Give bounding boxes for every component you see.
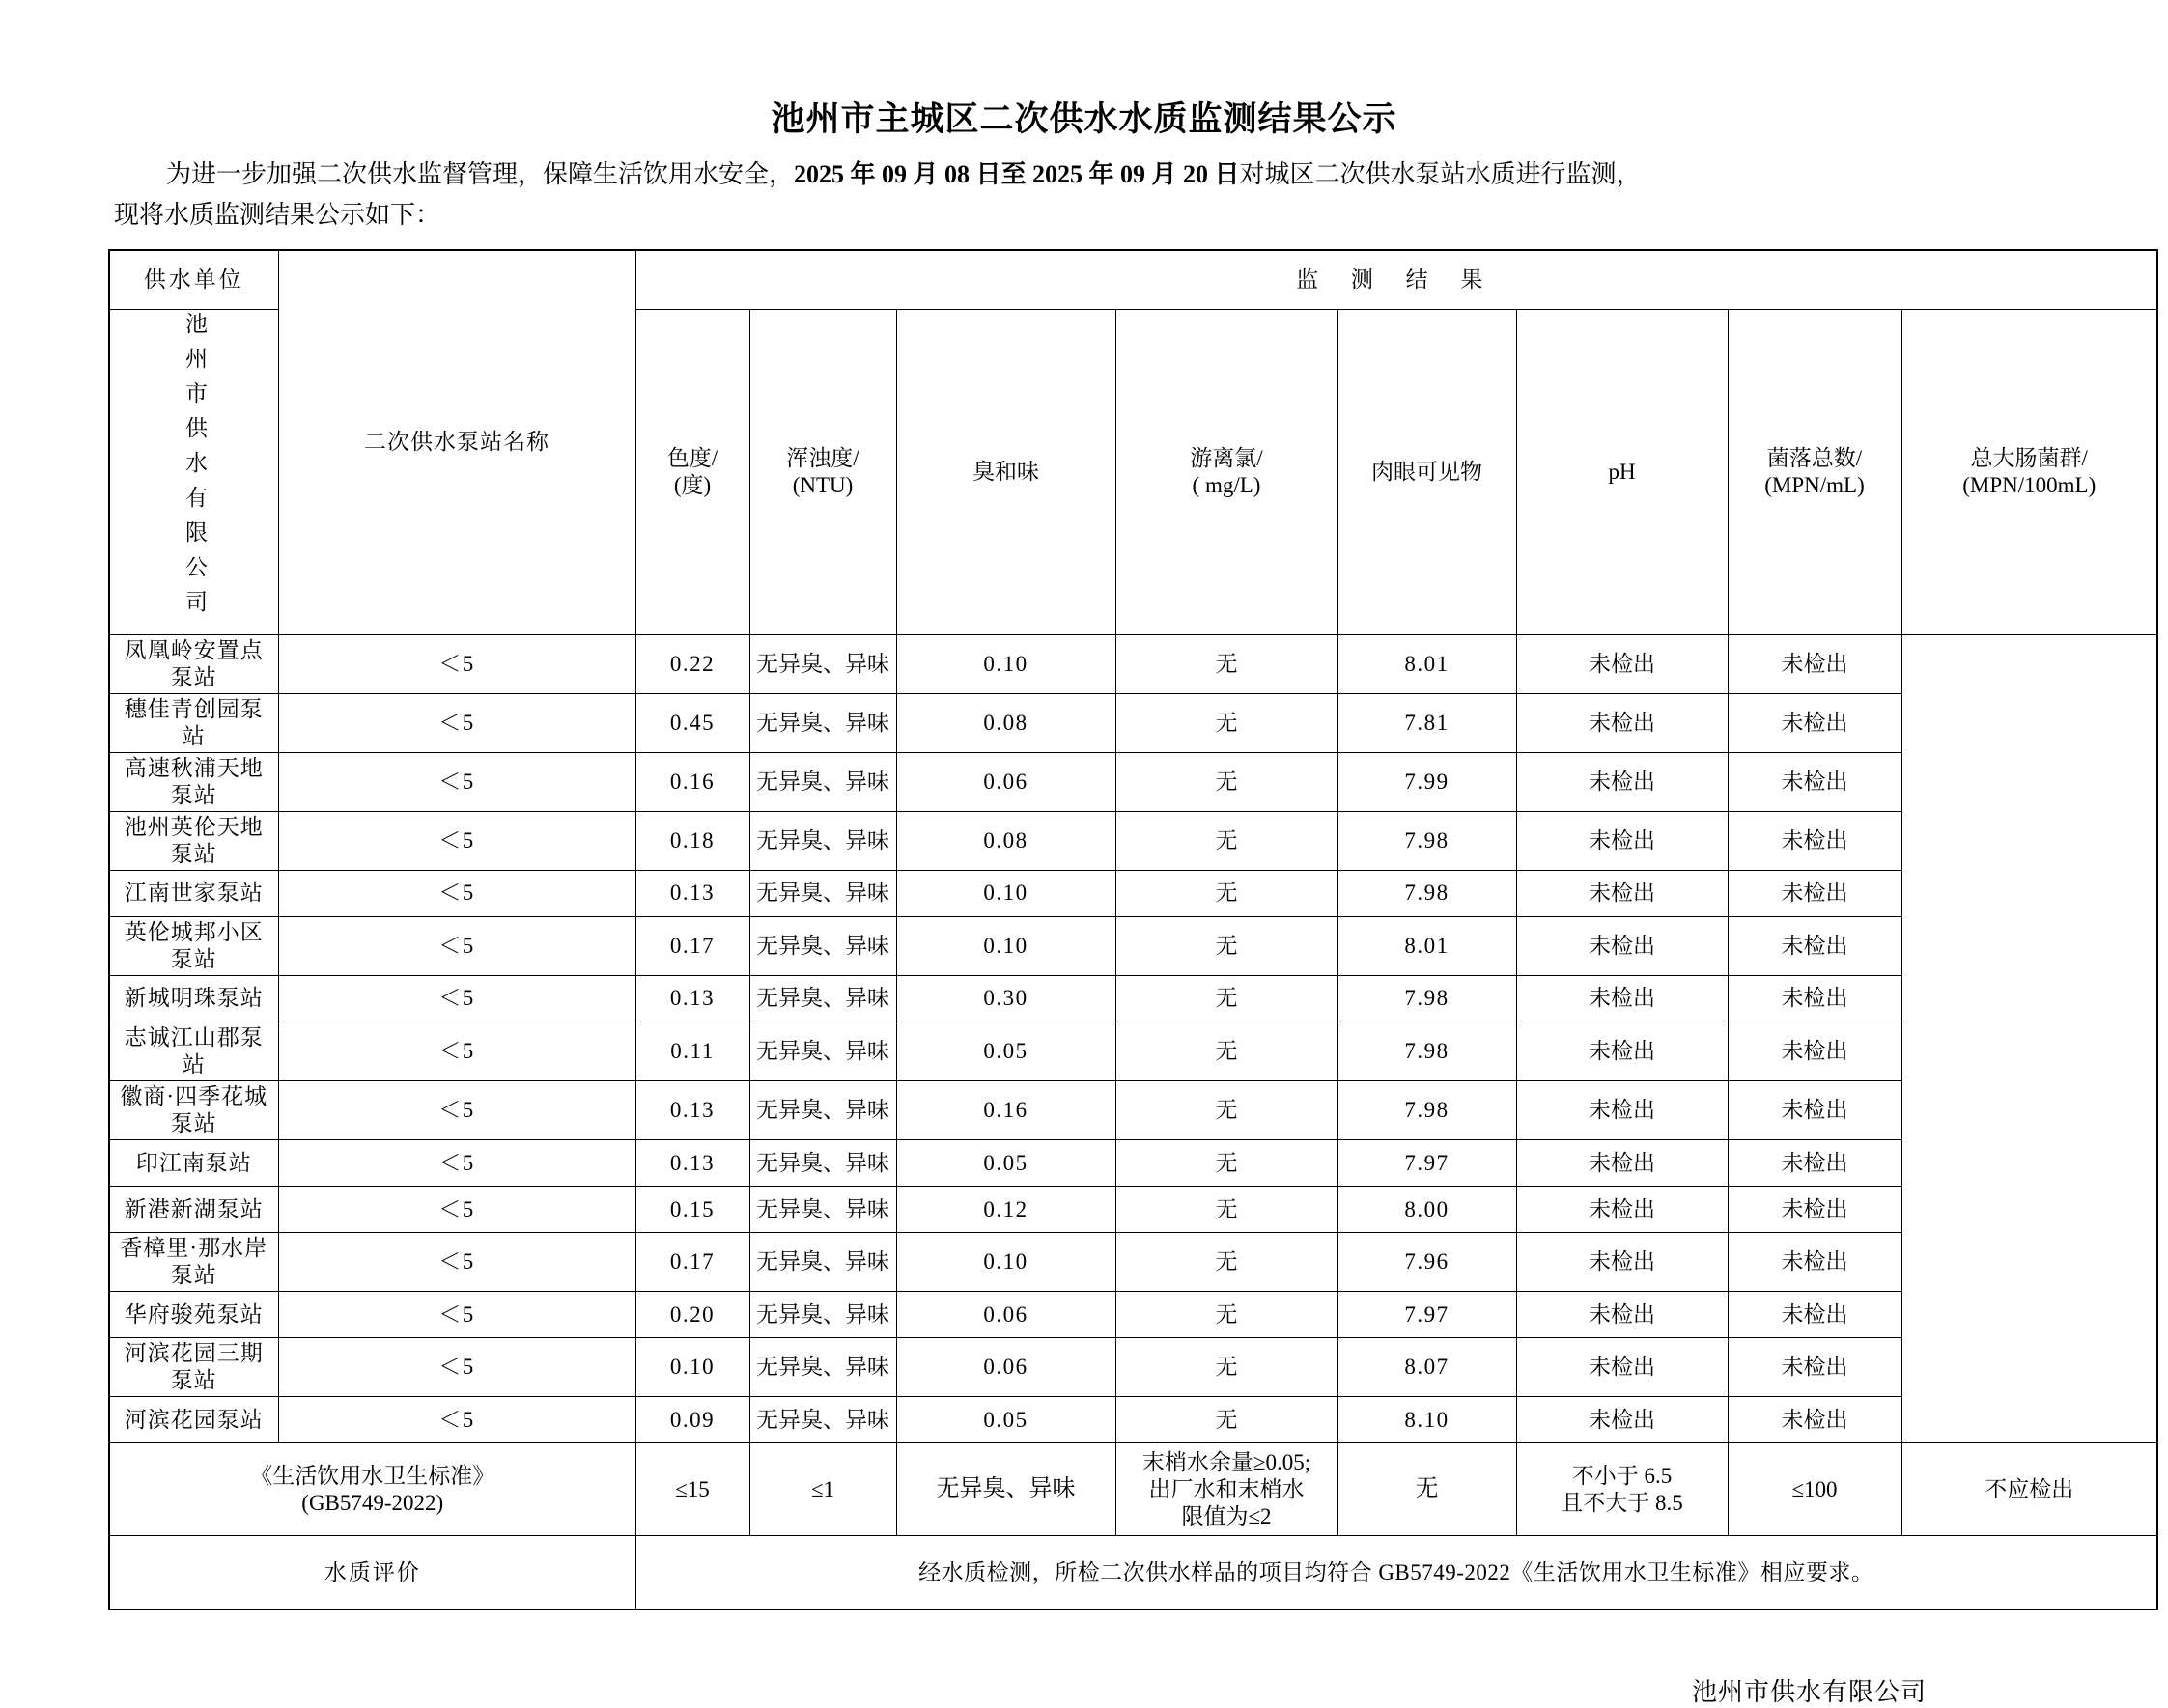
cell-turbidity: 0.15: [635, 1187, 749, 1233]
evaluation-text: 经水质检测，所检二次供水样品的项目均符合 GB5749-2022《生活饮用水卫生标准》相应要求。: [635, 1536, 2157, 1610]
cell-station: 志诚江山郡泵站: [109, 1022, 278, 1080]
cell-colony-count: 未检出: [1516, 752, 1728, 811]
cell-visible-matter: 无: [1115, 693, 1337, 752]
cell-turbidity: 0.45: [635, 693, 749, 752]
header-monitoring-results: 监 测 结 果: [635, 250, 2157, 310]
footer-organization: 池州市供水有限公司: [1691, 1677, 1927, 1706]
cell-colony-count: 未检出: [1516, 1081, 1728, 1140]
cell-free-chlorine: 0.30: [896, 975, 1115, 1022]
cell-color: ＜5: [278, 1338, 635, 1397]
header-ph: [1516, 310, 1728, 634]
cell-station: 徽商·四季花城泵站: [109, 1081, 278, 1140]
cell-free-chlorine: 0.08: [896, 811, 1115, 870]
cell-color: ＜5: [278, 1081, 635, 1140]
standard-ph-line2: 且不大于 8.5: [1561, 1490, 1683, 1515]
cell-turbidity: 0.22: [635, 634, 749, 693]
cell-odor: 无异臭、异味: [749, 870, 896, 916]
cell-ph: 7.98: [1337, 870, 1516, 916]
cell-turbidity: 0.18: [635, 811, 749, 870]
header-color: [635, 310, 749, 634]
cell-colony-count: 未检出: [1516, 870, 1728, 916]
cell-turbidity: 0.10: [635, 1338, 749, 1397]
intro-line-2: 现将水质监测结果公示如下：: [114, 200, 441, 229]
table-row: [109, 811, 2157, 870]
table-header: [109, 250, 2157, 634]
cell-color: ＜5: [278, 1187, 635, 1233]
header-coliform-line1: 总大肠菌群/: [1970, 445, 2088, 470]
table-row: [109, 1081, 2157, 1140]
standard-color: ≤15: [635, 1443, 749, 1536]
cell-station: 池州英伦天地泵站: [109, 811, 278, 870]
cell-ph: 7.98: [1337, 1081, 1516, 1140]
cell-visible-matter: 无: [1115, 870, 1337, 916]
cell-ph: 7.99: [1337, 752, 1516, 811]
header-supply-unit: 供水单位: [109, 250, 278, 310]
header-turbidity-line2: (NTU): [792, 472, 854, 497]
intro-text-part1: 为进一步加强二次供水监督管理，保障生活饮用水安全，: [166, 159, 795, 188]
cell-coliform: 未检出: [1728, 1397, 1901, 1443]
cell-odor: 无异臭、异味: [749, 752, 896, 811]
standard-odor: 无异臭、异味: [896, 1443, 1115, 1536]
standard-colony-count: ≤100: [1728, 1443, 1901, 1536]
cell-color: ＜5: [278, 1292, 635, 1338]
cell-colony-count: 未检出: [1516, 1187, 1728, 1233]
water-quality-table: [108, 249, 2158, 1610]
standard-row: [109, 1443, 2157, 1536]
cell-ph: 7.98: [1337, 975, 1516, 1022]
cell-colony-count: 未检出: [1516, 811, 1728, 870]
cell-free-chlorine: 0.10: [896, 1233, 1115, 1292]
cell-coliform: 未检出: [1728, 634, 1901, 693]
header-turbidity-line1: 浑浊度/: [786, 445, 859, 470]
header-row-top: [109, 250, 2157, 310]
table-body: [109, 634, 2157, 1610]
cell-turbidity: 0.11: [635, 1022, 749, 1080]
cell-visible-matter: 无: [1115, 1338, 1337, 1397]
cell-ph: 8.07: [1337, 1338, 1516, 1397]
standard-turbidity: ≤1: [749, 1443, 896, 1536]
cell-visible-matter: 无: [1115, 1292, 1337, 1338]
header-ph-line1: pH: [1608, 459, 1636, 484]
intro-date-range: 2025 年 09 月 08 日至 2025 年 09 月 20 日: [794, 159, 1240, 188]
cell-ph: 7.98: [1337, 1022, 1516, 1080]
standard-coliform: 不应检出: [1901, 1443, 2157, 1536]
header-colony-count: [1728, 310, 1901, 634]
cell-visible-matter: 无: [1115, 1022, 1337, 1080]
header-free-chlorine: [1115, 310, 1337, 634]
header-free-chlorine-line1: 游离氯/: [1190, 445, 1263, 470]
cell-turbidity: 0.20: [635, 1292, 749, 1338]
table-row: [109, 916, 2157, 975]
cell-ph: 8.01: [1337, 916, 1516, 975]
cell-visible-matter: 无: [1115, 811, 1337, 870]
cell-ph: 7.97: [1337, 1140, 1516, 1187]
evaluation-label: 水质评价: [109, 1536, 635, 1610]
cell-station: 印江南泵站: [109, 1140, 278, 1187]
cell-station: 江南世家泵站: [109, 870, 278, 916]
cell-coliform: 未检出: [1728, 693, 1901, 752]
cell-color: ＜5: [278, 752, 635, 811]
cell-coliform: 未检出: [1728, 752, 1901, 811]
cell-odor: 无异臭、异味: [749, 1397, 896, 1443]
header-station-name: 二次供水泵站名称: [278, 250, 635, 634]
cell-coliform: 未检出: [1728, 1140, 1901, 1187]
cell-colony-count: 未检出: [1516, 1292, 1728, 1338]
cell-odor: 无异臭、异味: [749, 975, 896, 1022]
cell-free-chlorine: 0.08: [896, 693, 1115, 752]
header-color-line1: 色度/: [666, 445, 718, 470]
cell-colony-count: 未检出: [1516, 1140, 1728, 1187]
cell-station: 高速秋浦天地泵站: [109, 752, 278, 811]
cell-ph: 7.98: [1337, 811, 1516, 870]
cell-coliform: 未检出: [1728, 975, 1901, 1022]
table-row: [109, 752, 2157, 811]
cell-colony-count: 未检出: [1516, 1022, 1728, 1080]
table-row: [109, 870, 2157, 916]
intro-text-part2: 对城区二次供水泵站水质进行监测，: [1239, 159, 1642, 188]
cell-odor: 无异臭、异味: [749, 1338, 896, 1397]
cell-colony-count: 未检出: [1516, 975, 1728, 1022]
cell-visible-matter: 无: [1115, 975, 1337, 1022]
header-turbidity: [749, 310, 896, 634]
cell-turbidity: 0.13: [635, 1140, 749, 1187]
cell-color: ＜5: [278, 1233, 635, 1292]
header-odor: [896, 310, 1115, 634]
cell-ph: 7.96: [1337, 1233, 1516, 1292]
cell-ph: 8.00: [1337, 1187, 1516, 1233]
cell-odor: 无异臭、异味: [749, 693, 896, 752]
cell-color: ＜5: [278, 1140, 635, 1187]
cell-color: ＜5: [278, 916, 635, 975]
cell-coliform: 未检出: [1728, 1187, 1901, 1233]
table-row: [109, 1233, 2157, 1292]
standard-ph: [1516, 1443, 1728, 1536]
standard-free-chlorine: [1115, 1443, 1337, 1536]
cell-colony-count: 未检出: [1516, 693, 1728, 752]
cell-color: ＜5: [278, 975, 635, 1022]
cell-ph: 8.10: [1337, 1397, 1516, 1443]
cell-odor: 无异臭、异味: [749, 1022, 896, 1080]
cell-visible-matter: 无: [1115, 752, 1337, 811]
cell-turbidity: 0.13: [635, 1081, 749, 1140]
header-coliform: [1901, 310, 2157, 634]
cell-visible-matter: 无: [1115, 634, 1337, 693]
cell-station: 河滨花园泵站: [109, 1397, 278, 1443]
cell-visible-matter: 无: [1115, 1140, 1337, 1187]
cell-ph: 8.01: [1337, 634, 1516, 693]
cell-colony-count: 未检出: [1516, 1338, 1728, 1397]
cell-free-chlorine: 0.06: [896, 1338, 1115, 1397]
cell-visible-matter: 无: [1115, 1233, 1337, 1292]
cell-color: ＜5: [278, 693, 635, 752]
cell-color: ＜5: [278, 1022, 635, 1080]
cell-coliform: 未检出: [1728, 1081, 1901, 1140]
header-free-chlorine-line2: ( mg/L): [1192, 472, 1261, 497]
cell-coliform: 未检出: [1728, 1233, 1901, 1292]
standard-visible-matter: 无: [1337, 1443, 1516, 1536]
cell-colony-count: 未检出: [1516, 916, 1728, 975]
cell-coliform: 未检出: [1728, 870, 1901, 916]
cell-free-chlorine: 0.10: [896, 870, 1115, 916]
cell-odor: 无异臭、异味: [749, 634, 896, 693]
header-colony-count-line2: (MPN/mL): [1764, 472, 1865, 497]
standard-label: [109, 1443, 635, 1536]
cell-odor: 无异臭、异味: [749, 1233, 896, 1292]
cell-turbidity: 0.17: [635, 1233, 749, 1292]
header-coliform-line2: (MPN/100mL): [1962, 472, 2097, 497]
standard-label-line1: 《生活饮用水卫生标准》: [250, 1463, 495, 1488]
page-title: 池州市主城区二次供水水质监测结果公示: [771, 100, 1397, 138]
cell-visible-matter: 无: [1115, 1187, 1337, 1233]
cell-free-chlorine: 0.10: [896, 634, 1115, 693]
cell-free-chlorine: 0.05: [896, 1022, 1115, 1080]
cell-odor: 无异臭、异味: [749, 1140, 896, 1187]
cell-colony-count: 未检出: [1516, 1397, 1728, 1443]
cell-color: ＜5: [278, 811, 635, 870]
cell-turbidity: 0.16: [635, 752, 749, 811]
cell-free-chlorine: 0.12: [896, 1187, 1115, 1233]
cell-coliform: 未检出: [1728, 1338, 1901, 1397]
cell-station: 香樟里·那水岸泵站: [109, 1233, 278, 1292]
cell-free-chlorine: 0.06: [896, 1292, 1115, 1338]
cell-station: 英伦城邦小区泵站: [109, 916, 278, 975]
table-row: [109, 1397, 2157, 1443]
table-row: [109, 1187, 2157, 1233]
table-row: [109, 1140, 2157, 1187]
cell-visible-matter: 无: [1115, 916, 1337, 975]
standard-ph-line1: 不小于 6.5: [1571, 1463, 1673, 1488]
cell-visible-matter: 无: [1115, 1397, 1337, 1443]
cell-turbidity: 0.13: [635, 975, 749, 1022]
cell-station: 河滨花园三期泵站: [109, 1338, 278, 1397]
header-color-line2: (度): [673, 472, 712, 497]
cell-color: ＜5: [278, 634, 635, 693]
cell-station: 穗佳青创园泵站: [109, 693, 278, 752]
table-row: [109, 1292, 2157, 1338]
intro-paragraph: [0, 141, 2168, 236]
cell-odor: 无异臭、异味: [749, 1292, 896, 1338]
cell-colony-count: 未检出: [1516, 634, 1728, 693]
cell-odor: 无异臭、异味: [749, 1081, 896, 1140]
cell-coliform: 未检出: [1728, 1292, 1901, 1338]
table-row: [109, 975, 2157, 1022]
evaluation-row: [109, 1536, 2157, 1610]
cell-ph: 7.97: [1337, 1292, 1516, 1338]
standard-free-chlorine-line1: 末梢水余量≥0.05;: [1141, 1449, 1311, 1474]
cell-free-chlorine: 0.05: [896, 1140, 1115, 1187]
cell-free-chlorine: 0.06: [896, 752, 1115, 811]
cell-coliform: 未检出: [1728, 811, 1901, 870]
header-visible-matter-line1: 肉眼可见物: [1371, 459, 1482, 484]
table-row: [109, 1022, 2157, 1080]
cell-turbidity: 0.17: [635, 916, 749, 975]
cell-odor: 无异臭、异味: [749, 1187, 896, 1233]
table-row: [109, 693, 2157, 752]
header-colony-count-line1: 菌落总数/: [1766, 445, 1863, 470]
table-row: [109, 634, 2157, 693]
cell-color: ＜5: [278, 1397, 635, 1443]
supply-unit-value: 池州市供水有限公司: [109, 310, 278, 634]
cell-coliform: 未检出: [1728, 1022, 1901, 1080]
cell-odor: 无异臭、异味: [749, 811, 896, 870]
cell-coliform: 未检出: [1728, 916, 1901, 975]
cell-color: ＜5: [278, 870, 635, 916]
cell-free-chlorine: 0.05: [896, 1397, 1115, 1443]
standard-free-chlorine-line2: 出厂水和末梢水: [1148, 1476, 1305, 1501]
cell-turbidity: 0.13: [635, 870, 749, 916]
standard-free-chlorine-line3: 限值为≤2: [1181, 1503, 1272, 1528]
cell-station: 新港新湖泵站: [109, 1187, 278, 1233]
header-visible-matter: [1337, 310, 1516, 634]
cell-free-chlorine: 0.10: [896, 916, 1115, 975]
cell-free-chlorine: 0.16: [896, 1081, 1115, 1140]
table-row: [109, 1338, 2157, 1397]
cell-colony-count: 未检出: [1516, 1233, 1728, 1292]
cell-visible-matter: 无: [1115, 1081, 1337, 1140]
cell-station: 新城明珠泵站: [109, 975, 278, 1022]
standard-label-line2: (GB5749-2022): [301, 1490, 444, 1515]
cell-station: 凤凰岭安置点泵站: [109, 634, 278, 693]
header-odor-line1: 臭和味: [972, 459, 1039, 484]
cell-ph: 7.81: [1337, 693, 1516, 752]
cell-turbidity: 0.09: [635, 1397, 749, 1443]
table-container: [0, 236, 2168, 1610]
cell-odor: 无异臭、异味: [749, 916, 896, 975]
cell-station: 华府骏苑泵站: [109, 1292, 278, 1338]
